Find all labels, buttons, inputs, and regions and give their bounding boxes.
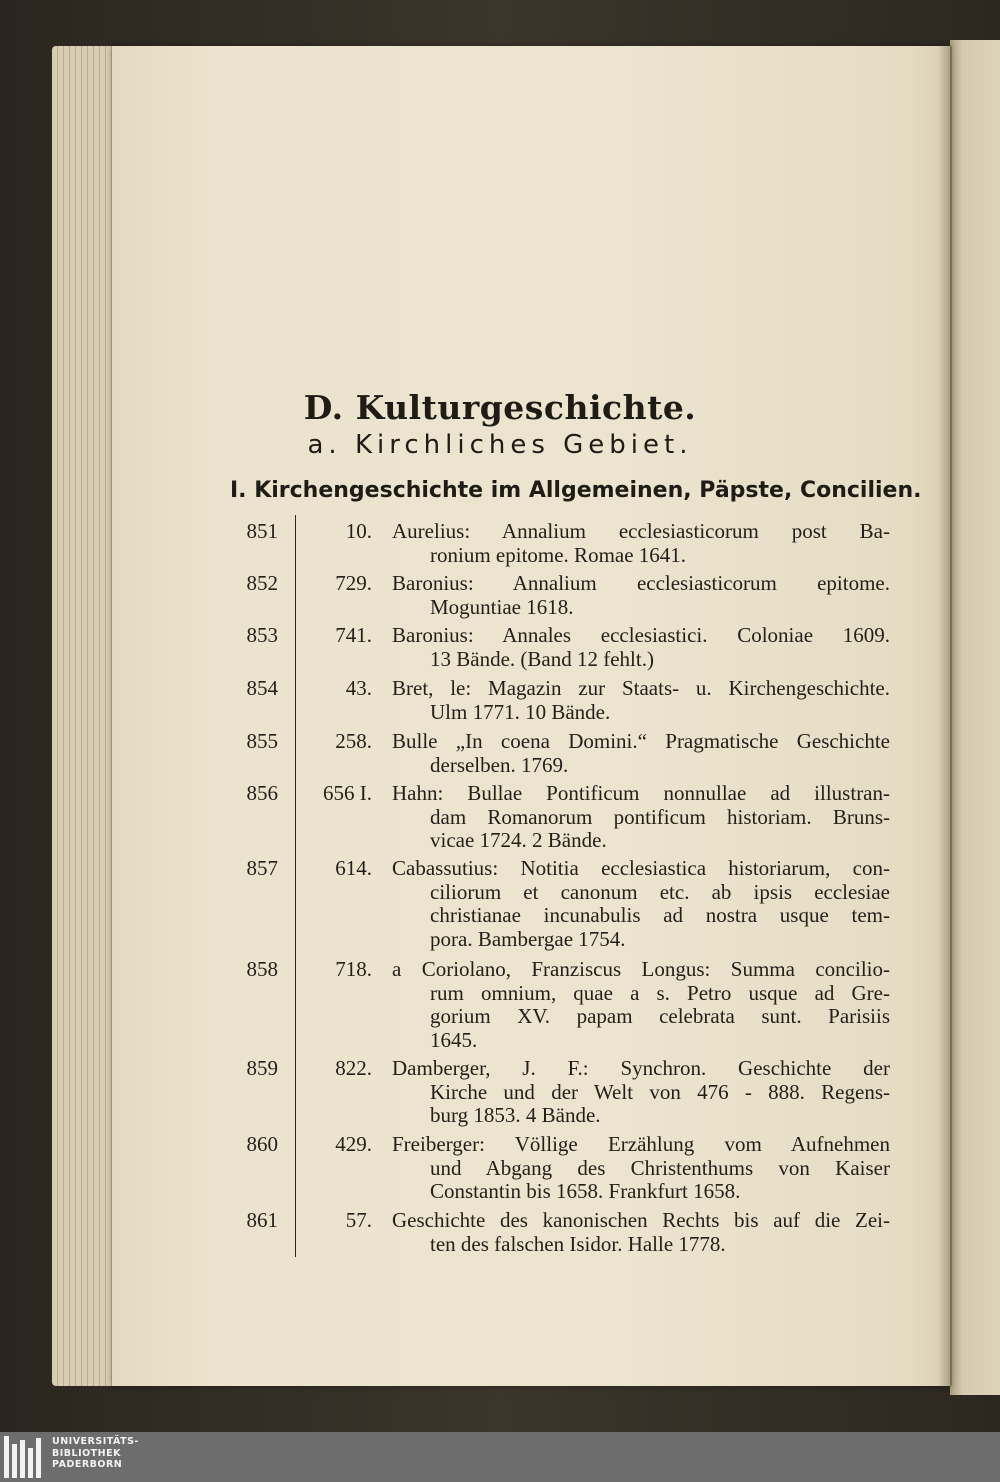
entry-text — [392, 1133, 890, 1204]
entry-text — [392, 520, 890, 567]
chapter-subtitle: a. Kirchliches Gebiet. — [307, 430, 693, 460]
entry-line: dam Romanorum pontificum historiam. Bruns- — [430, 804, 890, 829]
catalog-number: 614. — [335, 856, 372, 880]
entry-line: Hahn: Bullae Pontificum nonnullae ad illustran- — [392, 781, 890, 805]
logo-line-3: PADERBORN — [52, 1459, 123, 1470]
entry-line: Freiberger: Völlige Erzählung vom Aufnehmen — [392, 1132, 890, 1156]
library-logo-icon — [4, 1436, 48, 1478]
entry-text — [392, 572, 890, 619]
entry-number: 860 — [246, 1132, 278, 1156]
entry-text — [392, 958, 890, 1052]
entry-number: 856 — [246, 781, 278, 805]
entry-text — [392, 857, 890, 951]
footer-bar — [0, 1432, 1000, 1482]
entry-line: Bret, le: Magazin zur Staats- u. Kirchengeschichte. — [392, 676, 890, 700]
entry-line: Bulle „In coena Domini.“ Pragmatische Geschichte — [392, 729, 890, 753]
entry-number: 854 — [246, 676, 278, 700]
catalog-number: 43. — [345, 676, 372, 700]
entry-text — [392, 677, 890, 724]
entry-number: 853 — [246, 623, 278, 647]
entry-line: gorium XV. papam celebrata sunt. Parisiis — [430, 1004, 890, 1028]
gutter-shadow — [938, 46, 952, 1386]
entry-number: 851 — [246, 519, 278, 543]
catalog-number: 656 I. — [323, 781, 372, 805]
entry-line: Moguntiae 1618. — [430, 594, 574, 619]
catalog-number: 429. — [335, 1132, 372, 1156]
catalog-number: 822. — [335, 1056, 372, 1080]
column-rule — [295, 515, 296, 1257]
logo-line-2: BIBLIOTHEK — [52, 1447, 121, 1459]
entry-line: christianae incunabulis ad nostra usque tem- — [430, 903, 890, 927]
entry-line: derselben. 1769. — [430, 752, 569, 777]
entry-line: und Abgang des Christenthums von Kaiser — [430, 1155, 890, 1180]
entry-line: Damberger, J. F.: Synchron. Geschichte der — [392, 1056, 890, 1080]
entry-line: vicae 1724. 2 Bände. — [430, 828, 607, 852]
catalog-number: 729. — [335, 571, 372, 595]
entry-line: pora. Bambergae 1754. — [430, 926, 626, 951]
entry-text — [392, 1209, 890, 1256]
entry-number: 861 — [246, 1208, 278, 1232]
entry-line: Ulm 1771. 10 Bände. — [430, 699, 611, 724]
logo-line-1: UNIVERSITÄTS- — [52, 1436, 139, 1447]
entry-line: Cabassutius: Notitia ecclesiastica historiarum, con- — [392, 856, 890, 880]
chapter-title: D. Kulturgeschichte. — [303, 388, 697, 427]
entry-line: Baronius: Annalium ecclesiasticorum epitome. — [392, 571, 890, 595]
entry-number: 859 — [246, 1056, 278, 1080]
entry-line: Kirche und der Welt von 476 - 888. Regens- — [430, 1079, 890, 1104]
entry-number: 857 — [246, 856, 278, 880]
section-heading: I. Kirchengeschichte im Allgemeinen, Päpste, Concilien. — [230, 478, 922, 503]
entry-line: Aurelius: Annalium ecclesiasticorum post Ba- — [392, 519, 890, 543]
entry-text — [392, 730, 890, 777]
library-logo-text — [52, 1436, 139, 1471]
entry-line: ciliorum et canonum etc. ab ipsis ecclesiae — [430, 879, 890, 904]
catalog-number: 10. — [345, 519, 372, 543]
entry-number: 852 — [246, 571, 278, 595]
entry-line: Constantin bis 1658. Frankfurt 1658. — [430, 1179, 741, 1203]
entry-line: 13 Bände. (Band 12 fehlt.) — [430, 646, 654, 671]
entry-text — [392, 782, 890, 853]
entry-text — [392, 624, 890, 671]
entry-line: burg 1853. 4 Bände. — [430, 1103, 601, 1127]
entry-number: 858 — [246, 957, 278, 981]
entry-line: 1645. — [430, 1027, 478, 1052]
entry-number: 855 — [246, 729, 278, 753]
catalog-number: 57. — [345, 1208, 372, 1232]
catalog-number: 741. — [335, 623, 372, 647]
entry-line: ten des falschen Isidor. Halle 1778. — [430, 1231, 726, 1256]
entry-text — [392, 1057, 890, 1128]
entry-line: rum omnium, quae a s. Petro usque ad Gre- — [430, 980, 890, 1005]
entry-line: a Coriolano, Franziscus Longus: Summa concilio- — [392, 957, 890, 981]
catalog-number: 258. — [335, 729, 372, 753]
catalog-number: 718. — [335, 957, 372, 981]
adjacent-page — [950, 40, 1000, 1395]
entry-line: Geschichte des kanonischen Rechts bis auf die Zei- — [392, 1208, 890, 1232]
entry-line: ronium epitome. Romae 1641. — [430, 542, 687, 567]
entry-line: Baronius: Annales ecclesiastici. Coloniae 1609. — [392, 623, 890, 647]
